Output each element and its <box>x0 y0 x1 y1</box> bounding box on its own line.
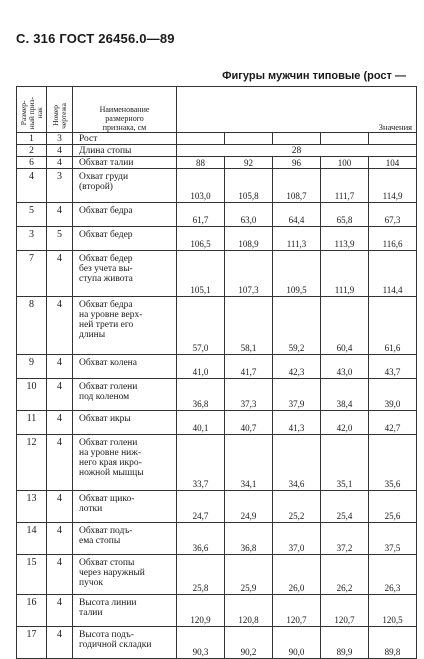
value-cell: 100 <box>321 157 369 169</box>
feature-number: 10 <box>17 379 47 411</box>
value-cell: 111,9 <box>321 251 369 297</box>
table-row <box>17 145 417 157</box>
value-cell: 103,0 <box>177 169 225 203</box>
table-row <box>17 133 417 145</box>
value-cell: 42,0 <box>321 411 369 435</box>
drawing-number: 4 <box>47 435 73 491</box>
table-row <box>17 227 417 251</box>
value-cell: 89,9 <box>321 627 369 659</box>
value-cell: 120,8 <box>225 595 273 627</box>
value-cell: 34,6 <box>273 435 321 491</box>
feature-name: Обхват голени под коленом <box>73 379 177 411</box>
feature-number: 16 <box>17 595 47 627</box>
feature-name: Обхват бедер без учета вы- ступа живота <box>73 251 177 297</box>
drawing-number: 4 <box>47 491 73 523</box>
value-cell: 42,3 <box>273 355 321 379</box>
table-row <box>17 435 417 491</box>
feature-name: Обхват икры <box>73 411 177 435</box>
value-cell: 113,9 <box>321 227 369 251</box>
drawing-number: 4 <box>47 523 73 555</box>
feature-name: Обхват бедра <box>73 203 177 227</box>
value-cell: 106,5 <box>177 227 225 251</box>
value-cell: 40,7 <box>225 411 273 435</box>
drawing-number: 4 <box>47 595 73 627</box>
feature-name: Длина стопы <box>73 145 177 157</box>
value-cell: 57,0 <box>177 297 225 355</box>
value-cell: 60,4 <box>321 297 369 355</box>
value-cell: 58,1 <box>225 297 273 355</box>
col-header-name: Наименование размерного признака, см <box>73 87 177 133</box>
value-cell: 24,7 <box>177 491 225 523</box>
feature-number: 5 <box>17 203 47 227</box>
value-cell: 41,0 <box>177 355 225 379</box>
value-cell: 111,7 <box>321 169 369 203</box>
drawing-number: 4 <box>47 555 73 595</box>
measurements-table <box>16 86 417 659</box>
col-header-values: Значения <box>177 87 417 133</box>
drawing-number: 4 <box>47 251 73 297</box>
feature-name: Обхват талии <box>73 157 177 169</box>
value-cell: 64,4 <box>273 203 321 227</box>
value-cell: 90,3 <box>177 627 225 659</box>
table-row <box>17 379 417 411</box>
table-row <box>17 169 417 203</box>
drawing-number: 4 <box>47 157 73 169</box>
table-row <box>17 411 417 435</box>
feature-number: 11 <box>17 411 47 435</box>
value-cell: 28 <box>177 145 417 157</box>
value-cell: 120,7 <box>273 595 321 627</box>
value-cell: 38,4 <box>321 379 369 411</box>
feature-name: Обхват щико- лотки <box>73 491 177 523</box>
value-cell: 114,9 <box>369 169 417 203</box>
value-cell <box>321 133 369 145</box>
value-cell: 65,8 <box>321 203 369 227</box>
value-cell: 92 <box>225 157 273 169</box>
value-cell: 111,3 <box>273 227 321 251</box>
value-cell: 105,1 <box>177 251 225 297</box>
feature-number: 14 <box>17 523 47 555</box>
feature-number: 15 <box>17 555 47 595</box>
feature-name: Обхват бедра на уровне верх- ней трети его длины <box>73 297 177 355</box>
feature-number: 1 <box>17 133 47 145</box>
feature-number: 6 <box>17 157 47 169</box>
value-cell: 63,0 <box>225 203 273 227</box>
value-cell: 36,8 <box>225 523 273 555</box>
value-cell: 116,6 <box>369 227 417 251</box>
feature-number: 2 <box>17 145 47 157</box>
feature-name: Обхват стопы через наружный пучок <box>73 555 177 595</box>
value-cell: 120,7 <box>321 595 369 627</box>
feature-name: Рост <box>73 133 177 145</box>
value-cell: 37,2 <box>321 523 369 555</box>
table-row <box>17 203 417 227</box>
feature-name: Высота подъ- годичной складки <box>73 627 177 659</box>
value-cell: 34,1 <box>225 435 273 491</box>
feature-name: Высота линии талии <box>73 595 177 627</box>
value-cell: 35,1 <box>321 435 369 491</box>
col-header-feature: Размер- ный приз- нак <box>17 87 47 133</box>
value-cell: 25,9 <box>225 555 273 595</box>
feature-number: 9 <box>17 355 47 379</box>
value-cell: 109,5 <box>273 251 321 297</box>
feature-number: 13 <box>17 491 47 523</box>
value-cell: 25,4 <box>321 491 369 523</box>
value-cell: 41,3 <box>273 411 321 435</box>
value-cell: 96 <box>273 157 321 169</box>
table-row <box>17 523 417 555</box>
value-cell: 43,0 <box>321 355 369 379</box>
feature-number: 4 <box>17 169 47 203</box>
drawing-number: 4 <box>47 627 73 659</box>
value-cell: 39,0 <box>369 379 417 411</box>
drawing-number: 3 <box>47 133 73 145</box>
value-cell: 88 <box>177 157 225 169</box>
value-cell: 35,6 <box>369 435 417 491</box>
value-cell: 120,9 <box>177 595 225 627</box>
value-cell: 33,7 <box>177 435 225 491</box>
page-header-left: С. 316 ГОСТ 26456.0—89 <box>16 31 175 46</box>
table-row <box>17 157 417 169</box>
table-row <box>17 595 417 627</box>
value-cell: 120,5 <box>369 595 417 627</box>
value-cell: 61,7 <box>177 203 225 227</box>
value-cell: 67,3 <box>369 203 417 227</box>
feature-name: Обхват колена <box>73 355 177 379</box>
table-row <box>17 251 417 297</box>
value-cell <box>273 133 321 145</box>
value-cell: 107,3 <box>225 251 273 297</box>
drawing-number: 3 <box>47 169 73 203</box>
drawing-number: 4 <box>47 411 73 435</box>
value-cell: 37,3 <box>225 379 273 411</box>
feature-number: 3 <box>17 227 47 251</box>
value-cell: 90,0 <box>273 627 321 659</box>
table-row <box>17 491 417 523</box>
drawing-number: 4 <box>47 203 73 227</box>
table-caption: Фигуры мужчин типовые (рост — <box>222 70 406 82</box>
value-cell: 37,9 <box>273 379 321 411</box>
value-cell: 26,0 <box>273 555 321 595</box>
value-cell: 26,2 <box>321 555 369 595</box>
value-cell: 43,7 <box>369 355 417 379</box>
drawing-number: 4 <box>47 297 73 355</box>
feature-name: Обхват голени на уровне ниж- него края икро- ножной мышцы <box>73 435 177 491</box>
table-row <box>17 627 417 659</box>
value-cell: 105,8 <box>225 169 273 203</box>
value-cell: 37,5 <box>369 523 417 555</box>
value-cell <box>177 133 225 145</box>
value-cell: 42,7 <box>369 411 417 435</box>
feature-number: 8 <box>17 297 47 355</box>
value-cell: 59,2 <box>273 297 321 355</box>
feature-name: Охват груди (второй) <box>73 169 177 203</box>
value-cell: 41,7 <box>225 355 273 379</box>
drawing-number: 5 <box>47 227 73 251</box>
value-cell: 37,0 <box>273 523 321 555</box>
value-cell: 25,2 <box>273 491 321 523</box>
table-row <box>17 297 417 355</box>
value-cell: 25,8 <box>177 555 225 595</box>
value-cell: 26,3 <box>369 555 417 595</box>
value-cell <box>225 133 273 145</box>
value-cell: 24,9 <box>225 491 273 523</box>
value-cell: 25,6 <box>369 491 417 523</box>
value-cell: 36,8 <box>177 379 225 411</box>
value-cell: 104 <box>369 157 417 169</box>
value-cell: 61,6 <box>369 297 417 355</box>
table-row <box>17 355 417 379</box>
feature-name: Обхват подъ- ема стопы <box>73 523 177 555</box>
feature-number: 7 <box>17 251 47 297</box>
value-cell: 89,8 <box>369 627 417 659</box>
feature-number: 17 <box>17 627 47 659</box>
value-cell: 90,2 <box>225 627 273 659</box>
table-row <box>17 555 417 595</box>
drawing-number: 4 <box>47 145 73 157</box>
value-cell <box>369 133 417 145</box>
drawing-number: 4 <box>47 379 73 411</box>
value-cell: 108,7 <box>273 169 321 203</box>
col-header-drawing: Номер чертежа <box>47 87 73 133</box>
value-cell: 40,1 <box>177 411 225 435</box>
value-cell: 36,6 <box>177 523 225 555</box>
value-cell: 114,4 <box>369 251 417 297</box>
feature-name: Обхват бедер <box>73 227 177 251</box>
feature-number: 12 <box>17 435 47 491</box>
drawing-number: 4 <box>47 355 73 379</box>
value-cell: 108,9 <box>225 227 273 251</box>
